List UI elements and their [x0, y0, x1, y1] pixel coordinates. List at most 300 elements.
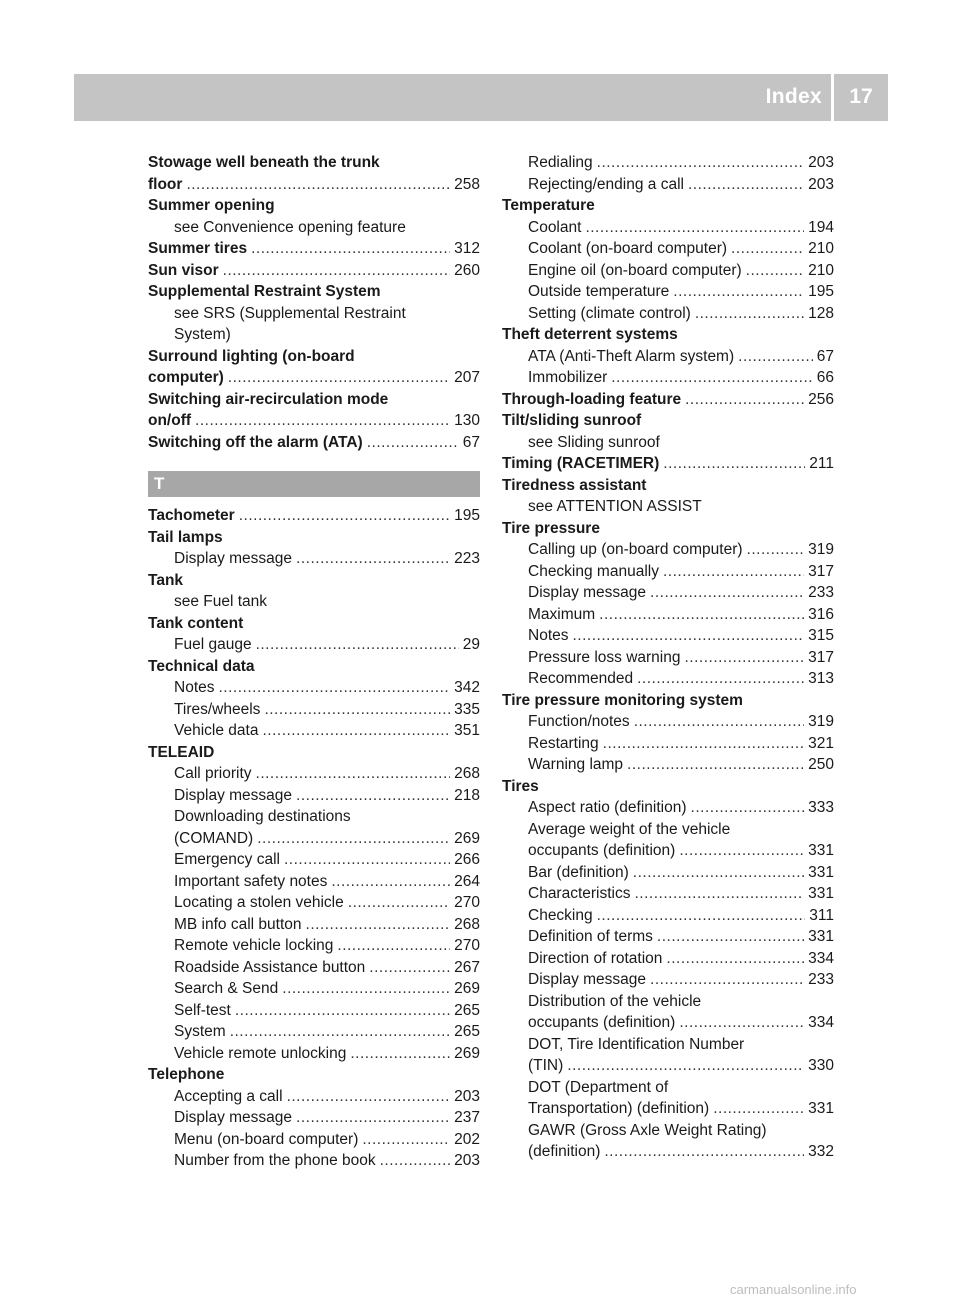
page-reference: 265 — [454, 1001, 480, 1019]
entry-label: Display message — [528, 971, 647, 988]
entry-label: occupants (definition) — [528, 1014, 676, 1031]
index-subentry — [502, 582, 834, 604]
page-reference: 258 — [454, 175, 480, 193]
entry-label: Tires/wheels — [174, 700, 261, 718]
dot-leader — [713, 1098, 804, 1120]
index-subentry — [148, 892, 480, 914]
entry-label: Display message — [174, 786, 293, 804]
index-entry — [148, 1064, 480, 1086]
entry-label: (COMAND) — [174, 829, 254, 847]
entry-label: Tire pressure monitoring system — [502, 691, 743, 709]
index-entry — [148, 281, 480, 303]
page-reference: 268 — [454, 765, 480, 782]
index-subentry — [502, 819, 834, 841]
index-subentry — [148, 1086, 480, 1108]
dot-leader — [634, 711, 804, 733]
index-subentry — [502, 625, 834, 647]
entry-label: Function/notes — [528, 713, 630, 730]
index-entry — [148, 367, 480, 389]
index-entry — [148, 195, 480, 217]
index-subentry — [502, 1055, 834, 1077]
index-subentry — [502, 668, 834, 690]
index-entry — [148, 656, 480, 678]
page-reference: 267 — [454, 958, 480, 976]
index-subentry — [148, 1000, 480, 1022]
index-subentry — [148, 591, 480, 613]
entry-label: DOT (Department of — [528, 1078, 669, 1096]
index-subentry — [502, 883, 834, 905]
entry-label: System) — [174, 326, 231, 343]
entry-label: Display message — [174, 550, 293, 567]
index-subentry — [148, 634, 480, 656]
entry-label: Emergency call — [174, 851, 280, 868]
entry-label: Pressure loss warning — [528, 648, 681, 666]
page-reference: 331 — [808, 885, 834, 902]
entry-label: Coolant (on-board computer) — [528, 240, 728, 257]
page-reference: 270 — [454, 937, 480, 954]
entry-label: on/off — [148, 412, 192, 429]
entry-label: Theft deterrent systems — [502, 326, 678, 343]
index-subentry — [148, 978, 480, 1000]
index-subentry — [502, 432, 834, 454]
entry-label: Checking manually — [528, 562, 659, 580]
entry-label: Characteristics — [528, 885, 631, 902]
dot-leader — [585, 217, 804, 239]
entry-label: Downloading destinations — [174, 808, 351, 825]
page-reference: 269 — [454, 980, 480, 997]
index-entry — [148, 505, 480, 527]
dot-leader — [256, 763, 451, 785]
dot-leader — [695, 303, 804, 325]
index-entry — [502, 410, 834, 432]
dot-leader — [567, 1055, 804, 1077]
entry-label: Redialing — [528, 154, 593, 171]
page-reference: 333 — [808, 799, 834, 816]
entry-label: Vehicle remote unlocking — [174, 1044, 347, 1062]
entry-label: Self-test — [174, 1001, 231, 1019]
entry-label: computer) — [148, 369, 224, 386]
page-reference: 233 — [808, 584, 834, 601]
index-entry — [148, 260, 480, 282]
entry-label: Remote vehicle locking — [174, 937, 334, 954]
index-subentry — [502, 1141, 834, 1163]
dot-leader — [264, 699, 450, 721]
dot-leader — [684, 647, 804, 669]
dot-leader — [597, 905, 806, 927]
entry-label: Tail lamps — [148, 528, 223, 546]
entry-label: Summer tires — [148, 240, 248, 257]
page-reference: 67 — [462, 433, 480, 451]
index-subentry — [502, 367, 834, 389]
index-subentry — [502, 174, 834, 196]
page-reference: 331 — [808, 1100, 834, 1117]
page-reference: 268 — [454, 915, 480, 933]
index-subentry — [502, 561, 834, 583]
entry-label: TELEAID — [148, 743, 215, 761]
index-subentry — [148, 763, 480, 785]
page-reference: 29 — [462, 636, 480, 653]
entry-label: Sun visor — [148, 261, 219, 279]
index-column-right — [502, 152, 834, 1163]
index-subentry — [148, 699, 480, 721]
entry-label: Important safety notes — [174, 872, 328, 890]
entry-label: MB info call button — [174, 915, 302, 933]
page-reference: 313 — [808, 670, 834, 687]
page-reference: 195 — [454, 507, 480, 524]
index-entry — [148, 742, 480, 764]
index-entry — [502, 453, 834, 475]
page-reference: 319 — [808, 541, 834, 558]
page-reference: 128 — [808, 304, 834, 322]
index-subentry — [502, 733, 834, 755]
index-subentry — [148, 1129, 480, 1151]
entry-label: Aspect ratio (definition) — [528, 799, 687, 816]
index-subentry — [502, 969, 834, 991]
page-number: 17 — [849, 85, 873, 108]
entry-label: Notes — [528, 627, 569, 644]
dot-leader — [284, 849, 450, 871]
page-reference: 342 — [454, 679, 480, 696]
entry-label: Supplemental Restraint System — [148, 283, 381, 300]
entry-label: Checking — [528, 906, 593, 924]
index-subentry — [148, 324, 480, 346]
entry-label: Calling up (on-board computer) — [528, 541, 743, 558]
page-reference: 315 — [808, 627, 834, 644]
index-subentry — [148, 935, 480, 957]
dot-leader — [257, 828, 450, 850]
page-reference: 203 — [808, 175, 834, 193]
entry-label: Roadside Assistance button — [174, 958, 366, 976]
index-subentry — [148, 806, 480, 828]
index-subentry — [148, 548, 480, 570]
dot-leader — [337, 935, 450, 957]
index-subentry — [148, 1021, 480, 1043]
page-reference: 334 — [808, 949, 834, 967]
index-subentry — [148, 871, 480, 893]
entry-label: Maximum — [528, 605, 596, 623]
dot-leader — [633, 862, 804, 884]
index-subentry — [148, 1107, 480, 1129]
entry-label: Number from the phone book — [174, 1152, 376, 1169]
entry-label: Menu (on-board computer) — [174, 1130, 359, 1148]
index-subentry — [148, 914, 480, 936]
page-reference: 210 — [808, 240, 834, 257]
dot-leader — [604, 1141, 804, 1163]
dot-leader — [256, 634, 459, 656]
entry-label: (definition) — [528, 1143, 601, 1160]
dot-leader — [679, 1012, 804, 1034]
dot-leader — [296, 1107, 450, 1129]
dot-leader — [691, 797, 805, 819]
index-subentry — [502, 238, 834, 260]
dot-leader — [186, 174, 450, 196]
index-group-t — [148, 505, 480, 1172]
dot-leader — [230, 1021, 450, 1043]
dot-leader — [627, 754, 804, 776]
entry-label: GAWR (Gross Axle Weight Rating) — [528, 1121, 767, 1139]
index-subentry — [502, 905, 834, 927]
dot-leader — [603, 733, 804, 755]
page-reference: 67 — [816, 347, 834, 365]
entry-label: Tire pressure — [502, 519, 600, 537]
index-subentry — [502, 754, 834, 776]
dot-leader — [679, 840, 804, 862]
index-entry — [502, 475, 834, 497]
entry-label: Through-loading feature — [502, 390, 682, 408]
page-reference: 330 — [808, 1057, 834, 1074]
index-subentry — [502, 1098, 834, 1120]
entry-label: Definition of terms — [528, 928, 653, 945]
page-reference: 266 — [454, 851, 480, 868]
entry-label: Immobilizer — [528, 369, 608, 386]
page-reference: 130 — [454, 412, 480, 429]
dot-leader — [738, 346, 813, 368]
dot-leader — [650, 969, 804, 991]
entry-label: Display message — [174, 1109, 293, 1126]
dot-leader — [731, 238, 804, 260]
entry-label: Engine oil (on-board computer) — [528, 261, 742, 279]
entry-label: Summer opening — [148, 197, 275, 214]
dot-leader — [223, 260, 450, 282]
entry-label: Technical data — [148, 657, 255, 675]
entry-label: Average weight of the vehicle — [528, 820, 731, 838]
index-subentry — [502, 840, 834, 862]
page-reference: 331 — [808, 928, 834, 945]
index-subentry — [502, 539, 834, 561]
section-header-t: T — [148, 471, 480, 497]
index-subentry — [148, 849, 480, 871]
index-subentry — [148, 720, 480, 742]
index-subentry — [502, 711, 834, 733]
entry-label: see Convenience opening feature — [174, 218, 406, 236]
entry-label: Coolant — [528, 218, 582, 236]
entry-label: Surround lighting (on-board — [148, 347, 355, 365]
index-subentry — [148, 303, 480, 325]
page-reference: 202 — [454, 1130, 480, 1148]
index-subentry — [502, 991, 834, 1013]
entry-label: Switching off the alarm (ATA) — [148, 433, 363, 451]
dot-leader — [597, 152, 804, 174]
entry-label: ATA (Anti-Theft Alarm system) — [528, 347, 735, 365]
entry-label: Vehicle data — [174, 722, 259, 739]
page-reference: 66 — [816, 369, 834, 386]
dot-leader — [239, 505, 450, 527]
dot-leader — [673, 281, 804, 303]
entry-label: Rejecting/ending a call — [528, 175, 684, 193]
page-reference: 203 — [454, 1152, 480, 1169]
dot-leader — [195, 410, 450, 432]
entry-label: System — [174, 1023, 226, 1040]
index-subentry — [502, 862, 834, 884]
index-subentry — [148, 785, 480, 807]
dot-leader — [657, 926, 804, 948]
index-entry — [148, 432, 480, 454]
index-entry — [502, 195, 834, 217]
entry-label: Timing (RACETIMER) — [502, 455, 660, 472]
page-reference: 316 — [808, 605, 834, 623]
index-entry — [148, 152, 480, 174]
dot-leader — [747, 539, 805, 561]
dot-leader — [573, 625, 805, 647]
page-reference: 312 — [454, 240, 480, 257]
index-subentry — [502, 604, 834, 626]
index-entry — [148, 238, 480, 260]
entry-label: Outside temperature — [528, 283, 670, 300]
dot-leader — [287, 1086, 451, 1108]
watermark: carmanualsonline.info — [730, 1282, 857, 1297]
index-group-t-continued — [502, 152, 834, 1163]
entry-label: Search & Send — [174, 980, 279, 997]
entry-label: see Sliding sunroof — [528, 433, 660, 451]
index-subentry — [502, 496, 834, 518]
entry-label: see SRS (Supplemental Restraint — [174, 304, 406, 322]
index-subentry — [502, 1034, 834, 1056]
entry-label: see Fuel tank — [174, 593, 268, 610]
entry-label: occupants (definition) — [528, 842, 676, 859]
dot-leader — [296, 548, 450, 570]
page-reference: 351 — [454, 722, 480, 739]
entry-label: (TIN) — [528, 1057, 564, 1074]
dot-leader — [282, 978, 450, 1000]
dot-leader — [635, 883, 805, 905]
dot-leader — [637, 668, 804, 690]
index-entry — [502, 389, 834, 411]
dot-leader — [599, 604, 804, 626]
index-entry — [148, 174, 480, 196]
entry-label: Distribution of the vehicle — [528, 992, 702, 1010]
page-reference: 250 — [808, 756, 834, 773]
dot-leader — [380, 1150, 451, 1172]
index-entry — [502, 776, 834, 798]
index-entry — [148, 570, 480, 592]
page-reference: 317 — [808, 648, 834, 666]
entry-label: Fuel gauge — [174, 636, 252, 653]
page-reference: 264 — [454, 872, 480, 890]
entry-label: Tires — [502, 777, 539, 795]
index-subentry — [502, 926, 834, 948]
index-subentry — [502, 217, 834, 239]
page-reference: 223 — [454, 550, 480, 567]
page-title: Index — [765, 85, 822, 108]
entry-label: Direction of rotation — [528, 949, 663, 967]
index-subentry — [502, 260, 834, 282]
index-subentry — [148, 957, 480, 979]
dot-leader — [666, 948, 804, 970]
page-reference: 207 — [454, 369, 480, 386]
entry-label: Warning lamp — [528, 756, 624, 773]
entry-label: Tank content — [148, 614, 244, 632]
index-entry — [502, 690, 834, 712]
index-entry — [502, 518, 834, 540]
dot-leader — [296, 785, 450, 807]
entry-label: Accepting a call — [174, 1087, 283, 1105]
page-reference: 256 — [808, 390, 834, 408]
page-reference: 270 — [454, 894, 480, 911]
index-subentry — [502, 647, 834, 669]
entry-label: DOT, Tire Identification Number — [528, 1035, 745, 1053]
entry-label: Bar (definition) — [528, 863, 629, 881]
page-reference: 331 — [808, 863, 834, 881]
index-subentry — [148, 1043, 480, 1065]
entry-label: Tilt/sliding sunroof — [502, 412, 642, 429]
dot-leader — [685, 389, 804, 411]
index-entry — [502, 324, 834, 346]
dot-leader — [367, 432, 459, 454]
index-subentry — [148, 217, 480, 239]
dot-leader — [350, 1043, 450, 1065]
dot-leader — [306, 914, 451, 936]
page-reference: 269 — [454, 829, 480, 847]
entry-label: Tachometer — [148, 507, 235, 524]
page-reference: 195 — [808, 283, 834, 300]
page-reference: 332 — [808, 1143, 834, 1160]
index-group-s — [148, 152, 480, 453]
index-subentry — [148, 828, 480, 850]
page-reference: 321 — [808, 734, 834, 752]
entry-label: Transportation) (definition) — [528, 1100, 710, 1117]
entry-label: Display message — [528, 584, 647, 601]
index-entry — [148, 389, 480, 411]
dot-leader — [650, 582, 804, 604]
entry-label: floor — [148, 175, 183, 193]
index-subentry — [148, 1150, 480, 1172]
index-column-left — [148, 152, 480, 1172]
page-reference: 265 — [454, 1023, 480, 1040]
page-reference: 203 — [454, 1087, 480, 1105]
entry-label: Setting (climate control) — [528, 304, 691, 322]
index-entry — [148, 410, 480, 432]
dot-leader — [611, 367, 813, 389]
dot-leader — [219, 677, 451, 699]
page-reference: 317 — [808, 562, 834, 580]
page-reference: 210 — [808, 261, 834, 279]
entry-label: Restarting — [528, 734, 599, 752]
dot-leader — [235, 1000, 450, 1022]
dot-leader — [251, 238, 450, 260]
page-reference: 311 — [809, 906, 834, 924]
index-subentry — [502, 1012, 834, 1034]
dot-leader — [228, 367, 450, 389]
index-subentry — [502, 152, 834, 174]
page-reference: 194 — [808, 218, 834, 236]
dot-leader — [688, 174, 804, 196]
index-subentry — [502, 797, 834, 819]
index-subentry — [502, 1077, 834, 1099]
index-subentry — [502, 303, 834, 325]
page-reference: 260 — [454, 261, 480, 279]
dot-leader — [262, 720, 450, 742]
entry-label: Recommended — [528, 670, 634, 687]
index-subentry — [502, 281, 834, 303]
entry-label: Tank — [148, 571, 184, 589]
page-reference: 211 — [809, 455, 834, 472]
page-reference: 237 — [454, 1109, 480, 1126]
entry-label: Call priority — [174, 765, 252, 782]
entry-label: Switching air-recirculation mode — [148, 390, 389, 408]
page-reference: 269 — [454, 1044, 480, 1062]
entry-label: Temperature — [502, 197, 595, 214]
index-subentry — [502, 1120, 834, 1142]
entry-label: Notes — [174, 679, 215, 696]
page-reference: 334 — [808, 1014, 834, 1031]
index-subentry — [148, 677, 480, 699]
page-reference: 233 — [808, 971, 834, 988]
page-reference: 331 — [808, 842, 834, 859]
index-subentry — [502, 346, 834, 368]
dot-leader — [348, 892, 450, 914]
page-reference: 218 — [454, 786, 480, 804]
entry-label: Telephone — [148, 1066, 225, 1083]
